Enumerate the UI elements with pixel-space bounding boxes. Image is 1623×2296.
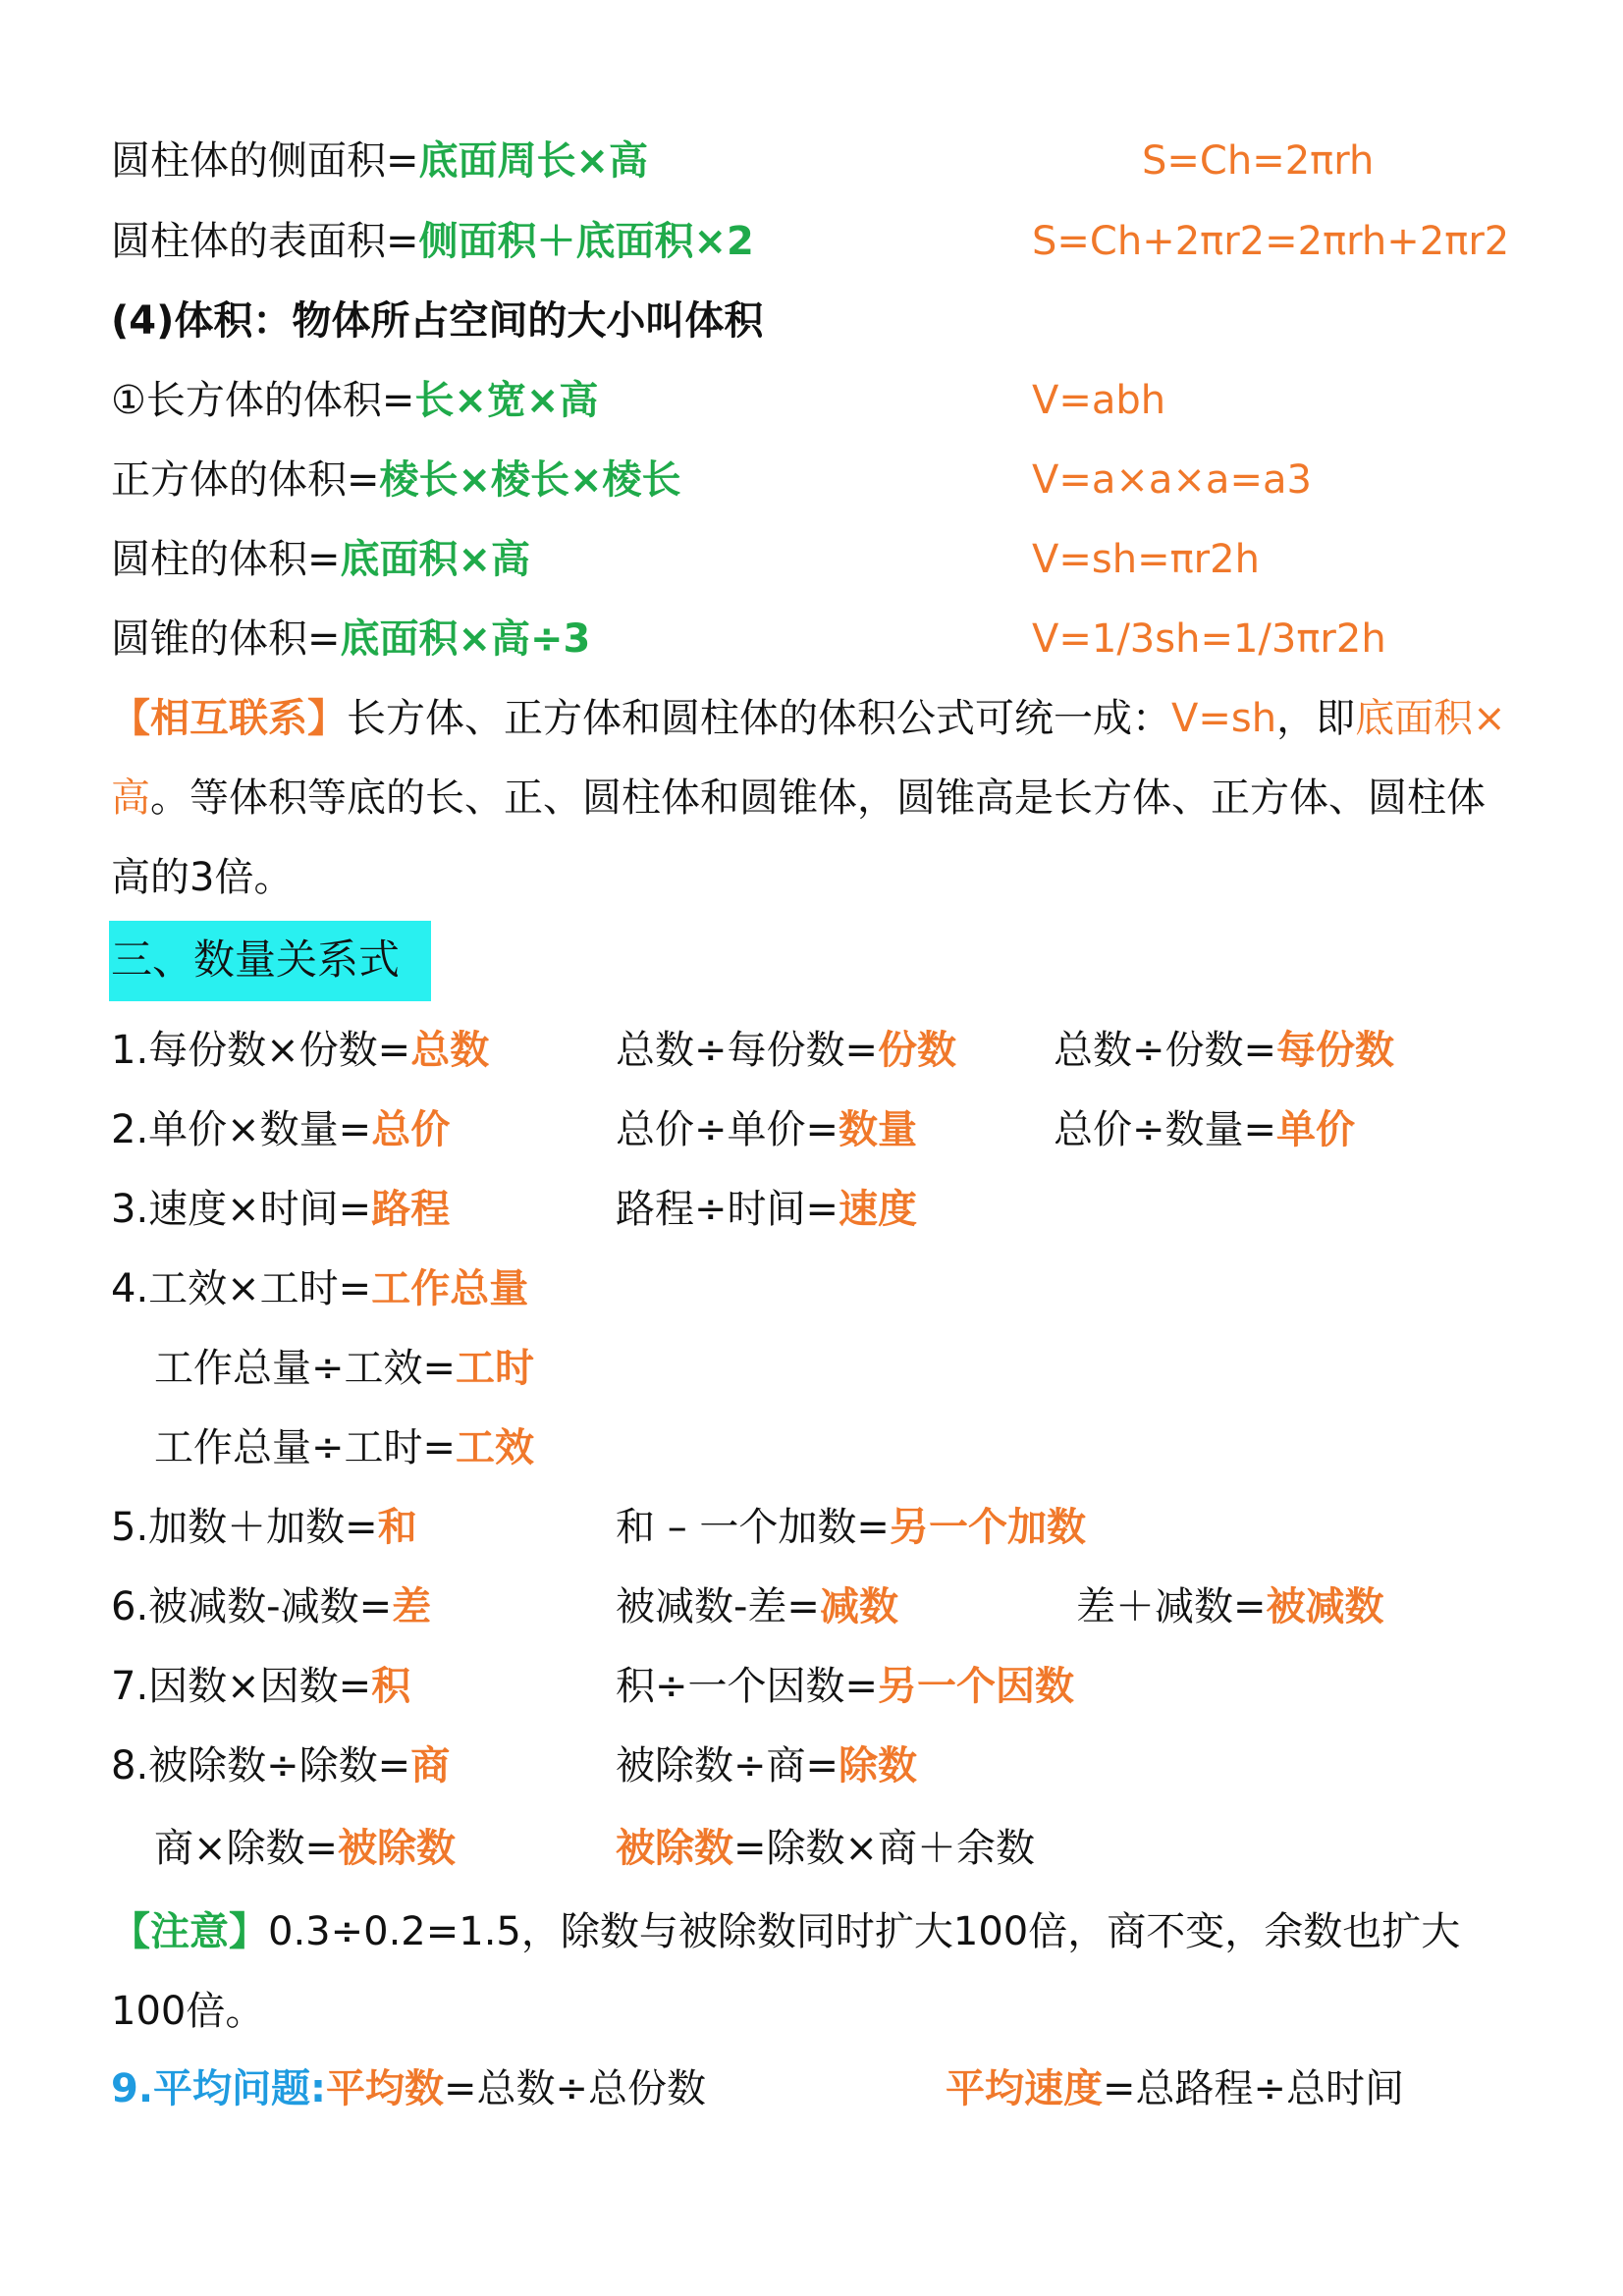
rule: 侧面积＋底面积×2 bbox=[418, 219, 754, 264]
term: 商×除数= bbox=[154, 1826, 339, 1871]
term: =总路程÷总时间 bbox=[1103, 2066, 1405, 2111]
term: 总价÷数量= bbox=[1054, 1107, 1277, 1152]
relation-col-b bbox=[616, 1738, 917, 1793]
relation-text1: 长方体、正方体和圆柱体的体积公式可统一成： bbox=[347, 696, 1171, 741]
answer: 另一个加数 bbox=[889, 1505, 1086, 1550]
rule: 底面积×高 bbox=[340, 537, 531, 582]
answer: 数量 bbox=[839, 1107, 918, 1152]
label: 圆柱的体积= bbox=[111, 537, 341, 582]
relation-col-b bbox=[616, 1659, 1074, 1714]
label: 正方体的体积= bbox=[111, 457, 380, 503]
answer: 总数 bbox=[410, 1028, 490, 1073]
rule: 棱长×棱长×棱长 bbox=[379, 457, 681, 503]
cylinder-lateral-formula: S=Ch=2πrh bbox=[1142, 138, 1375, 184]
term: 被除数÷商= bbox=[616, 1743, 839, 1789]
term: 8.被除数÷除数= bbox=[111, 1743, 411, 1789]
term: 1.每份数×份数= bbox=[111, 1028, 411, 1073]
rule: 长×宽×高 bbox=[414, 378, 599, 423]
term: =除数×商＋余数 bbox=[733, 1826, 1036, 1871]
answer: 被除数 bbox=[338, 1826, 457, 1871]
rule: 底面周长×高 bbox=[418, 138, 649, 184]
answer: 份数 bbox=[878, 1028, 957, 1073]
relation-col-b bbox=[616, 1182, 917, 1237]
note-paragraph bbox=[111, 1893, 1515, 2052]
answer: 平均数 bbox=[326, 2066, 445, 2111]
answer: 积 bbox=[371, 1664, 411, 1709]
answer: 另一个因数 bbox=[878, 1664, 1075, 1709]
answer: 每份数 bbox=[1276, 1028, 1395, 1073]
row-label: 9.平均问题: bbox=[111, 2066, 327, 2111]
relation-col-c bbox=[1054, 1102, 1355, 1157]
volume-formula: V=a×a×a=a3 bbox=[1032, 457, 1312, 503]
volume-row bbox=[111, 612, 590, 667]
relation-col-b bbox=[616, 1500, 1086, 1555]
relation-col-b bbox=[946, 2061, 1404, 2116]
term: 总数÷每份数= bbox=[616, 1028, 879, 1073]
relation-highlight: 底面积×高 bbox=[111, 696, 1506, 821]
volume-row bbox=[111, 373, 598, 428]
answer: 工效 bbox=[456, 1425, 535, 1470]
term: 4.工效×工时= bbox=[111, 1266, 372, 1311]
term: 路程÷时间= bbox=[616, 1187, 839, 1232]
term: 和 – 一个加数= bbox=[616, 1505, 890, 1550]
section-title-highlight bbox=[109, 921, 431, 1001]
answer: 减数 bbox=[819, 1584, 898, 1629]
answer: 速度 bbox=[839, 1187, 918, 1232]
relation-row-6 bbox=[111, 1579, 431, 1634]
label: 圆柱体的表面积= bbox=[111, 219, 419, 264]
term: 3.速度×时间= bbox=[111, 1187, 372, 1232]
volume-heading: (4)体积：物体所占空间的大小叫体积 bbox=[111, 298, 764, 344]
answer: 商 bbox=[410, 1743, 451, 1789]
relation-col-b bbox=[616, 1023, 956, 1078]
relation-row-3 bbox=[111, 1182, 450, 1237]
relation-text3: 。等体积等底的长、正、圆柱体和圆锥体，圆锥高是长方体、正方体、圆柱体高的3倍。 bbox=[111, 775, 1486, 900]
relation-row-7 bbox=[111, 1659, 410, 1714]
answer: 除数 bbox=[839, 1743, 918, 1789]
answer: 和 bbox=[377, 1505, 417, 1550]
relation-row-5 bbox=[111, 1500, 417, 1555]
label: 圆柱体的侧面积= bbox=[111, 138, 419, 184]
note-text: 0.3÷0.2=1.5，除数与被除数同时扩大100倍，商不变，余数也扩大100倍。 bbox=[111, 1909, 1461, 2034]
answer: 被除数 bbox=[616, 1826, 733, 1871]
volume-formula: V=abh bbox=[1032, 378, 1166, 423]
relation-text2: ，即 bbox=[1276, 696, 1356, 741]
answer: 单价 bbox=[1276, 1107, 1356, 1152]
term: 工作总量÷工时= bbox=[154, 1425, 457, 1470]
volume-row bbox=[111, 532, 530, 587]
answer: 工时 bbox=[456, 1346, 535, 1391]
relation-tag: 【相互联系】 bbox=[111, 696, 347, 741]
relation-row-8b bbox=[154, 1821, 456, 1876]
term: 总数÷份数= bbox=[1054, 1028, 1277, 1073]
term: 7.因数×因数= bbox=[111, 1664, 372, 1709]
term: 总价÷单价= bbox=[616, 1107, 839, 1152]
answer: 平均速度 bbox=[946, 2066, 1103, 2111]
relation-row-4c bbox=[154, 1420, 534, 1475]
relation-row-1 bbox=[111, 1023, 489, 1078]
answer: 总价 bbox=[371, 1107, 451, 1152]
answer: 差 bbox=[392, 1584, 432, 1629]
term: 工作总量÷工效= bbox=[154, 1346, 457, 1391]
relation-paragraph bbox=[111, 679, 1515, 918]
cylinder-surface-formula: S=Ch+2πr2=2πrh+2πr2 bbox=[1032, 219, 1510, 264]
cylinder-lateral-row bbox=[111, 133, 648, 188]
section-title: 三、数量关系式 bbox=[111, 935, 401, 984]
relation-col-b bbox=[616, 1102, 917, 1157]
cylinder-surface-row bbox=[111, 214, 754, 269]
volume-formula: V=1/3sh=1/3πr2h bbox=[1032, 616, 1386, 662]
relation-col-c bbox=[1076, 1579, 1384, 1634]
term: 2.单价×数量= bbox=[111, 1107, 372, 1152]
relation-col-b bbox=[616, 1821, 1035, 1876]
note-tag: 【注意】 bbox=[111, 1909, 268, 1954]
relation-row-4b bbox=[154, 1341, 534, 1396]
term: 5.加数＋加数= bbox=[111, 1505, 378, 1550]
answer: 被减数 bbox=[1266, 1584, 1384, 1629]
term: 6.被减数-减数= bbox=[111, 1584, 393, 1629]
term: 被减数-差= bbox=[616, 1584, 820, 1629]
answer: 路程 bbox=[371, 1187, 451, 1232]
relation-row-4 bbox=[111, 1261, 528, 1316]
label: ①长方体的体积= bbox=[111, 378, 415, 423]
volume-formula: V=sh=πr2h bbox=[1032, 537, 1260, 582]
term: 差＋减数= bbox=[1076, 1584, 1267, 1629]
term: 积÷一个因数= bbox=[616, 1664, 879, 1709]
volume-row bbox=[111, 453, 681, 507]
label: 圆锥的体积= bbox=[111, 616, 341, 662]
relation-col-b bbox=[616, 1579, 898, 1634]
rule: 底面积×高÷3 bbox=[340, 616, 591, 662]
relation-row-8 bbox=[111, 1738, 450, 1793]
relation-row-9 bbox=[111, 2061, 706, 2116]
relation-col-c bbox=[1054, 1023, 1394, 1078]
term: =总数÷总份数 bbox=[444, 2066, 707, 2111]
relation-formula: V=sh bbox=[1171, 696, 1277, 741]
relation-row-2 bbox=[111, 1102, 450, 1157]
answer: 工作总量 bbox=[371, 1266, 529, 1311]
